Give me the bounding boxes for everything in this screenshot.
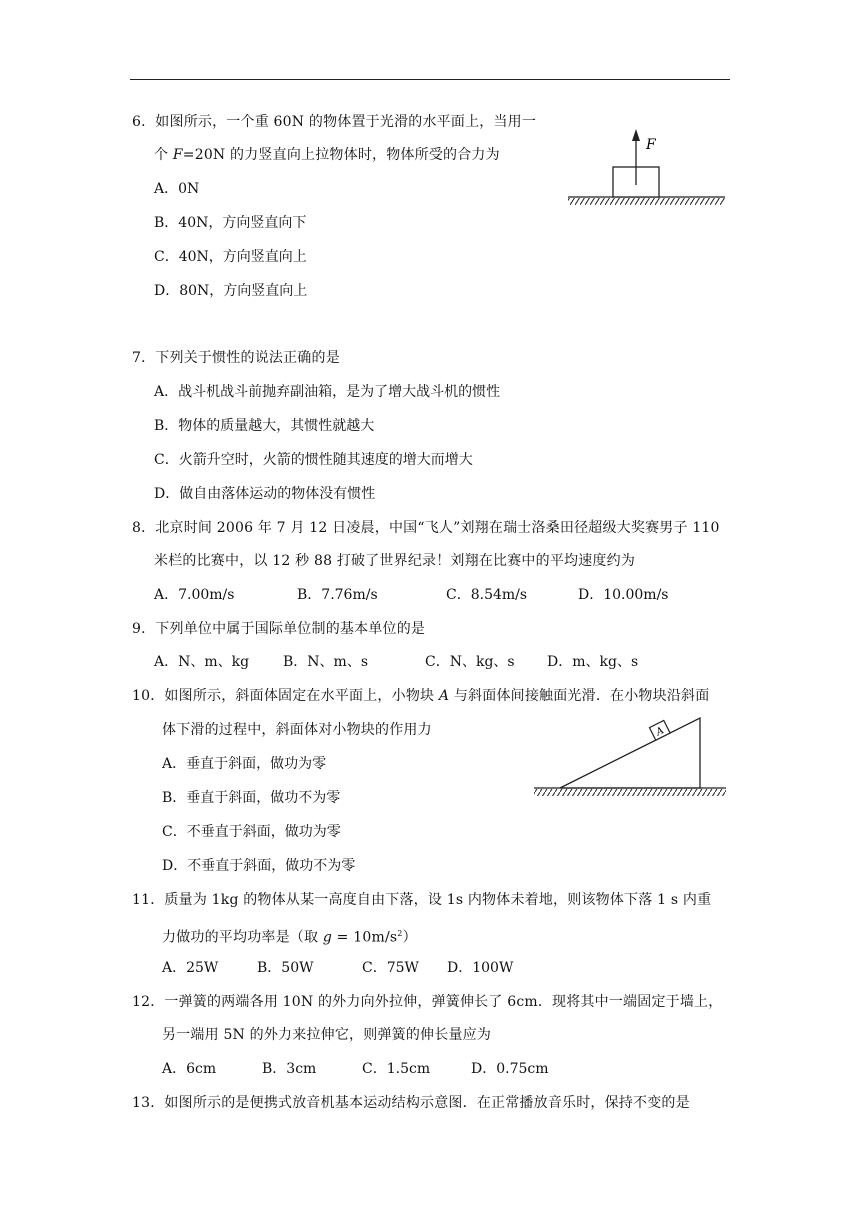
q11-option-b: B．50W bbox=[257, 960, 314, 976]
q9-stem: 9．下列单位中属于国际单位制的基本单位的是 bbox=[132, 621, 426, 637]
q10-stem-line2: 体下滑的过程中，斜面体对小物块的作用力 bbox=[162, 722, 432, 738]
block-a-label: A bbox=[654, 725, 666, 739]
q8-option-a: A．7.00m/s bbox=[154, 587, 235, 603]
incline bbox=[560, 718, 700, 788]
q6-stem-line1: 6．如图所示，一个重 60N 的物体置于光滑的水平面上，当用一 bbox=[132, 114, 537, 130]
q10-figure-incline bbox=[530, 712, 730, 802]
q8-stem-line2: 米栏的比赛中，以 12 秒 88 打破了世界纪录！刘翔在比赛中的平均速度约为 bbox=[154, 553, 636, 569]
q6-option-b: B．40N，方向竖直向下 bbox=[154, 215, 307, 231]
q11-stem-line2: 力做功的平均功率是（取 $g = 10m/s^2$） bbox=[162, 929, 417, 946]
q9-option-a: A．N、m、kg bbox=[154, 654, 250, 670]
q9-option-b: B．N、m、s bbox=[283, 654, 368, 670]
q8-option-b: B．7.76m/s bbox=[297, 587, 378, 603]
q7-option-d: D．做自由落体运动的物体没有惯性 bbox=[154, 486, 376, 502]
q8-option-d: D．10.00m/s bbox=[578, 587, 669, 603]
q6-option-d: D．80N，方向竖直向上 bbox=[154, 283, 308, 299]
q12-option-a: A．6cm bbox=[162, 1061, 217, 1077]
q11-stem-line1: 11．质量为 1kg 的物体从某一高度自由下落，设 1s 内物体未着地，则该物体下落 1 s 内重 bbox=[132, 892, 712, 908]
q6-figure-block-force bbox=[560, 125, 730, 210]
q12-option-d: D．0.75cm bbox=[471, 1061, 549, 1077]
q6-option-c: C．40N，方向竖直向上 bbox=[154, 249, 307, 265]
q10-option-b: B．垂直于斜面，做功不为零 bbox=[162, 790, 341, 806]
force-label: F bbox=[646, 137, 656, 153]
q8-option-c: C．8.54m/s bbox=[446, 587, 528, 603]
header-rule bbox=[130, 79, 730, 80]
q12-option-b: B．3cm bbox=[262, 1061, 317, 1077]
q12-option-c: C．1.5cm bbox=[362, 1061, 431, 1077]
q10-option-c: C．不垂直于斜面，做功为零 bbox=[162, 824, 341, 840]
force-arrowhead bbox=[632, 129, 640, 141]
q13-stem-line1: 13．如图所示的是便携式放音机基本运动结构示意图．在正常播放音乐时，保持不变的是 bbox=[132, 1095, 690, 1111]
q10-option-d: D．不垂直于斜面，做功不为零 bbox=[162, 858, 356, 874]
q12-stem-line1: 12．一弹簧的两端各用 10N 的外力向外拉伸，弹簧伸长了 6cm．现将其中一端固定于墙上， bbox=[132, 994, 723, 1010]
block-a bbox=[649, 720, 670, 740]
q6-option-a: A．0N bbox=[154, 181, 200, 197]
q11-option-c: C．75W bbox=[362, 960, 419, 976]
q10-stem-line1: 10．如图所示，斜面体固定在水平面上，小物块 A 与斜面体间接触面光滑．在小物块沿斜面 bbox=[132, 688, 710, 704]
q12-stem-line2: 另一端用 5N 的外力来拉伸它，则弹簧的伸长量应为 bbox=[162, 1027, 492, 1043]
ground-hatch bbox=[568, 198, 725, 205]
q8-stem-line1: 8．北京时间 2006 年 7 月 12 日凌晨，中国“飞人”刘翔在瑞士洛桑田径超级大奖赛男子 110 bbox=[132, 520, 720, 536]
q11-option-a: A．25W bbox=[162, 960, 219, 976]
q11-option-d: D．100W bbox=[447, 960, 514, 976]
q7-option-b: B．物体的质量越大，其惯性就越大 bbox=[154, 418, 375, 434]
q9-option-c: C．N、kg、s bbox=[425, 654, 515, 670]
q10-option-a: A．垂直于斜面，做功为零 bbox=[162, 756, 327, 772]
ground-hatch bbox=[534, 789, 726, 796]
q7-option-a: A．战斗机战斗前抛弃副油箱，是为了增大战斗机的惯性 bbox=[154, 384, 501, 400]
q7-stem: 7．下列关于惯性的说法正确的是 bbox=[132, 350, 340, 366]
q9-option-d: D．m、kg、s bbox=[547, 654, 639, 670]
q6-stem-line2: 个 F=20N 的力竖直向上拉物体时，物体所受的合力为 bbox=[154, 147, 500, 163]
q7-option-c: C．火箭升空时，火箭的惯性随其速度的增大而增大 bbox=[154, 452, 473, 468]
